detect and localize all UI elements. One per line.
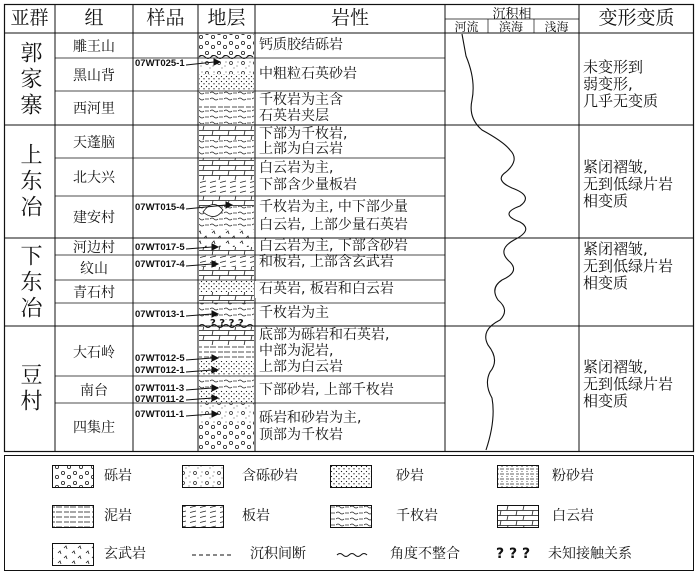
facies-curve — [462, 34, 526, 450]
deformation-text: 无到低绿片岩 — [583, 175, 674, 193]
lithology-text: 砾岩和砂岩为主, — [259, 410, 362, 426]
group-tianpengnao: 天蓬脑 — [73, 135, 115, 151]
legend-siltstone: 粉砂岩 — [552, 468, 594, 484]
lithology-text: 千枚岩为主 — [259, 305, 329, 321]
deformation-text: 无到低绿片岩 — [583, 257, 674, 275]
header-sample: 样品 — [146, 7, 185, 29]
group-beidaxing: 北大兴 — [73, 170, 115, 186]
deformation-text: 无到低绿片岩 — [583, 375, 674, 393]
sample-label: 07WT011-1 — [135, 409, 185, 420]
sample-label: 07WT012-5 — [135, 353, 185, 364]
legend-conglomerate: 砾岩 — [104, 468, 132, 484]
legend-mudstone: 泥岩 — [104, 508, 132, 524]
group-heishanbei: 黑山背 — [73, 67, 115, 84]
sample-label: 07WT011-3 — [135, 383, 185, 394]
header-subgroup: 亚群 — [10, 7, 49, 29]
legend-slate: 板岩 — [242, 508, 270, 524]
lithology-text: 上部为白云岩 — [259, 141, 343, 157]
lithology-text: 千枚岩为主含 — [259, 92, 343, 108]
lithology-text: 钙质胶结砾岩 — [259, 37, 343, 53]
group-sijizhuang: 四集庄 — [73, 420, 115, 436]
lithology-text: 上部为白云岩 — [259, 359, 343, 375]
deformation-text: 相变质 — [583, 192, 629, 210]
lithology-text: 千枚岩为主, 中下部少量 — [259, 199, 408, 215]
group-qingshicun: 青石村 — [73, 284, 115, 301]
deformation-text: 紧闭褶皱, — [583, 240, 648, 258]
header-facies-river: 河流 — [454, 20, 479, 34]
lithology-text: 石英岩, 板岩和白云岩 — [255, 281, 437, 298]
deformation-text: 未变形到 — [583, 58, 644, 76]
legend-phyllite: 千枚岩 — [396, 508, 438, 524]
sample-label: 07WT015-4 — [135, 202, 185, 213]
lithology-text: 下部为千枚岩, — [259, 126, 348, 142]
lithology-text: 和板岩, 上部含玄武岩 — [259, 254, 394, 270]
group-jiananchun: 建安村 — [73, 210, 115, 226]
lithology-text: 中部为泥岩, — [259, 343, 334, 359]
unknown-contact-mark: ? ? ? ? — [210, 318, 244, 329]
deformation-text: 相变质 — [583, 274, 629, 292]
legend-unknown-symbol: ? ? ? — [496, 546, 531, 562]
legend-hiatus: 沉积间断 — [250, 546, 306, 562]
sample-label: 07WT017-5 — [135, 242, 185, 253]
subgroup-guojiazhai: 郭家寨 — [17, 40, 42, 119]
lithology-text: 下部含少量板岩 — [259, 177, 357, 193]
subgroup-xiadongye: 下东冶 — [17, 243, 42, 322]
lithology-text: 白云岩, 上部少量石英岩 — [259, 217, 408, 233]
lithology-text: 白云岩为主, — [259, 160, 334, 176]
deformation-text: 弱变形, — [583, 75, 633, 93]
lithology-text: 白云岩为主, 下部含砂岩 — [259, 238, 408, 254]
subgroup-shangdongye: 上东冶 — [17, 143, 42, 221]
header-facies-shallow: 浅海 — [544, 20, 569, 34]
lithology-text: 石英岩夹层 — [259, 108, 329, 124]
header-lithology: 岩性 — [330, 7, 369, 29]
sample-label: 07WT012-1 — [135, 365, 185, 376]
sample-label: 07WT017-4 — [135, 259, 185, 270]
lithology-text: 下部砂岩, 上部千枚岩 — [259, 382, 394, 398]
header-facies-beach: 滨海 — [498, 20, 523, 34]
legend-unknown-contact: 未知接触关系 — [548, 546, 632, 562]
deformation-text: 几乎无变质 — [583, 92, 659, 110]
deformation-text: 相变质 — [583, 392, 629, 410]
legend-unconformity: 角度不整合 — [390, 546, 460, 562]
legend-pebbly-sandstone: 含砾砂岩 — [242, 468, 298, 484]
group-wenshan: 纹山 — [80, 260, 108, 277]
lithology-text: 顶部为千枚岩 — [259, 427, 343, 443]
sample-label: 07WT013-1 — [135, 309, 185, 320]
group-xiheli: 西河里 — [73, 101, 115, 117]
deformation-text: 紧闭褶皱, — [583, 158, 648, 176]
group-hebiancun: 河边村 — [73, 240, 115, 256]
legend-sandstone: 砂岩 — [396, 468, 424, 484]
legend-basalt: 玄武岩 — [104, 546, 146, 562]
subgroup-doucun: 豆村 — [17, 363, 42, 415]
group-diaowangshan: 雕王山 — [73, 39, 115, 55]
legend-dolomite: 白云岩 — [552, 508, 594, 524]
deformation-text: 紧闭褶皱, — [583, 358, 648, 376]
lithology-text: 底部为砾岩和石英岩, — [259, 327, 390, 343]
sample-label: 07WT025-1 — [135, 58, 185, 69]
header-deformation: 变形变质 — [598, 7, 675, 29]
group-dashiling: 大石岭 — [73, 344, 115, 361]
lithology-text: 中粗粒石英砂岩 — [259, 66, 357, 82]
header-facies: 沉积相 — [492, 7, 532, 22]
header-strata: 地层 — [207, 7, 246, 29]
group-nantai: 南台 — [80, 382, 108, 399]
sample-label: 07WT011-2 — [135, 394, 185, 405]
header-group: 组 — [84, 7, 104, 29]
